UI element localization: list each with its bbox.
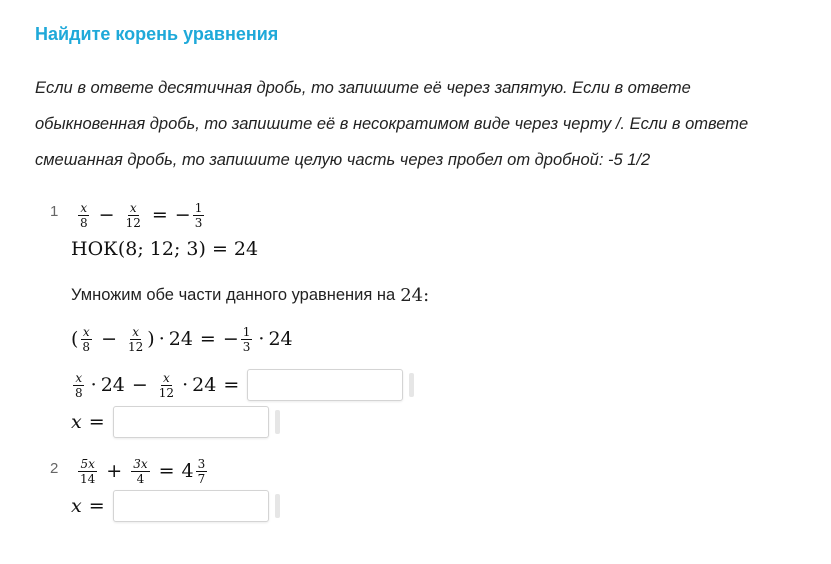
problem-1-number: 1: [50, 203, 59, 220]
problem-2-equation: $\frac{5x}{14}$ + $\frac{3x}{4}$ = 4 $\frac{3}{7}$: [80, 456, 206, 486]
x-answer-row-1: x =: [71, 405, 280, 439]
fraction-1-over-3: $\frac{1}{3}$: [194, 200, 203, 230]
answer-input-x-2[interactable]: [113, 490, 269, 522]
task-title: Найдите корень уравнения: [35, 24, 279, 44]
instruction-line-1: Если в ответе десятичная дробь, то запишите её через запятую. Если в ответе: [35, 79, 691, 97]
multiplied-equation: ( $\frac{x}{8}$ − $\frac{x}{12}$ ) · 24 = − $\frac{1}{3}$ · 24: [71, 324, 293, 354]
fraction-x-over-8: $\frac{x}{8}$: [80, 200, 88, 230]
input-resize-handle: [409, 373, 414, 397]
instruction-line-2: обыкновенная дробь, то запишите её в несократимом виде через черту /. Если в ответе: [35, 115, 749, 133]
input-resize-handle: [275, 410, 280, 434]
answer-input-x-1[interactable]: [113, 406, 269, 438]
input-resize-handle: [275, 494, 280, 518]
fraction-3x-over-4: $\frac{3x}{4}$: [133, 456, 148, 486]
problem-2-number: 2: [50, 460, 59, 477]
problem-1-equation: $\frac{x}{8}$ − $\frac{x}{12}$ = − $\frac{1}{3}$: [80, 200, 203, 230]
fraction-5x-over-14: $\frac{5x}{14}$: [80, 456, 96, 486]
expanded-equation: $\frac{x}{8}$ · 24 − $\frac{x}{12}$ · 24 =: [71, 368, 414, 402]
task-instructions: [35, 70, 825, 178]
step-explanation: Умножим обе части данного уравнения на 24:: [71, 284, 430, 306]
instruction-line-3: смешанная дробь, то запишите целую часть через пробел от дробной: -5 1/2: [35, 151, 651, 169]
fraction-3-over-7: $\frac{3}{7}$: [197, 456, 206, 486]
lcm-line: НОК(8; 12; 3) = 24: [71, 238, 259, 260]
answer-input-expanded[interactable]: [247, 369, 403, 401]
fraction-x-over-12: $\frac{x}{12}$: [125, 200, 141, 230]
x-answer-row-2: x =: [71, 489, 280, 523]
